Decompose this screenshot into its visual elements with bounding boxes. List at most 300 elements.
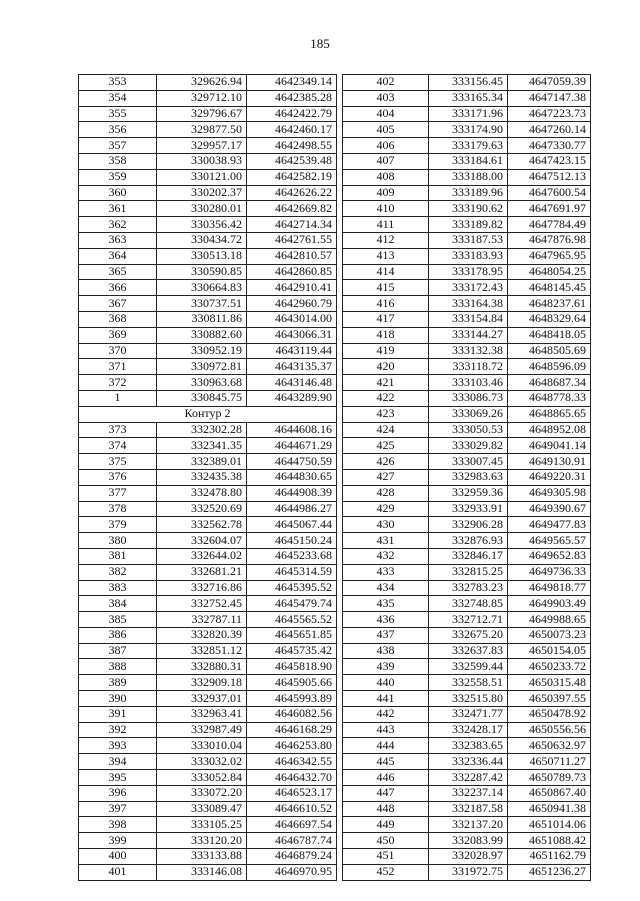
- point-number-cell: 442: [343, 706, 429, 722]
- x-coordinate-cell: 333069.26: [429, 406, 508, 422]
- x-coordinate-cell: 333156.45: [429, 75, 508, 91]
- x-coordinate-cell: 332906.28: [429, 517, 508, 533]
- table-row: [343, 580, 591, 596]
- y-coordinate-cell: 4643014.00: [247, 311, 337, 327]
- x-coordinate-cell: 329712.10: [157, 90, 247, 106]
- y-coordinate-cell: 4645233.68: [247, 548, 337, 564]
- x-coordinate-cell: 333029.82: [429, 438, 508, 454]
- y-coordinate-cell: 4650556.56: [508, 722, 591, 738]
- y-coordinate-cell: 4643135.37: [247, 359, 337, 375]
- y-coordinate-cell: 4648505.69: [508, 343, 591, 359]
- y-coordinate-cell: 4645818.90: [247, 659, 337, 675]
- x-coordinate-cell: 332599.44: [429, 659, 508, 675]
- x-coordinate-cell: 332341.35: [157, 438, 247, 454]
- table-row: [343, 533, 591, 549]
- y-coordinate-cell: 4645479.74: [247, 596, 337, 612]
- table-row: [79, 596, 337, 612]
- x-coordinate-cell: 333164.38: [429, 296, 508, 312]
- y-coordinate-cell: 4642460.17: [247, 122, 337, 138]
- table-row: [79, 138, 337, 154]
- x-coordinate-cell: 330434.72: [157, 232, 247, 248]
- y-coordinate-cell: 4643066.31: [247, 327, 337, 343]
- x-coordinate-cell: 332428.17: [429, 722, 508, 738]
- point-number-cell: 393: [79, 738, 157, 754]
- x-coordinate-cell: 330202.37: [157, 185, 247, 201]
- point-number-cell: 372: [79, 375, 157, 391]
- point-number-cell: 405: [343, 122, 429, 138]
- y-coordinate-cell: 4651088.42: [508, 833, 591, 849]
- table-row: [79, 548, 337, 564]
- x-coordinate-cell: 332478.80: [157, 485, 247, 501]
- point-number-cell: 449: [343, 817, 429, 833]
- table-row: [343, 548, 591, 564]
- x-coordinate-cell: 331972.75: [429, 864, 508, 880]
- point-number-cell: 432: [343, 548, 429, 564]
- page-number: 185: [310, 36, 330, 51]
- y-coordinate-cell: 4646970.95: [247, 864, 337, 880]
- x-coordinate-cell: 333183.93: [429, 248, 508, 264]
- point-number-cell: 444: [343, 738, 429, 754]
- y-coordinate-cell: 4642910.41: [247, 280, 337, 296]
- point-number-cell: 422: [343, 390, 429, 406]
- y-coordinate-cell: 4647691.97: [508, 201, 591, 217]
- point-number-cell: 398: [79, 817, 157, 833]
- table-row: [79, 612, 337, 628]
- x-coordinate-cell: 332644.02: [157, 548, 247, 564]
- x-coordinate-cell: 332383.65: [429, 738, 508, 754]
- x-coordinate-cell: 332562.78: [157, 517, 247, 533]
- x-coordinate-cell: 330963.68: [157, 375, 247, 391]
- point-number-cell: 450: [343, 833, 429, 849]
- x-coordinate-cell: 329626.94: [157, 75, 247, 91]
- point-number-cell: 404: [343, 106, 429, 122]
- point-number-cell: 425: [343, 438, 429, 454]
- x-coordinate-cell: 332604.07: [157, 533, 247, 549]
- x-coordinate-cell: 330280.01: [157, 201, 247, 217]
- x-coordinate-cell: 333188.00: [429, 169, 508, 185]
- point-number-cell: 367: [79, 296, 157, 312]
- x-coordinate-cell: 332515.80: [429, 691, 508, 707]
- table-row: [79, 801, 337, 817]
- table-row: [343, 706, 591, 722]
- table-row: [79, 706, 337, 722]
- x-coordinate-cell: 329877.50: [157, 122, 247, 138]
- table-row: [343, 454, 591, 470]
- x-coordinate-cell: 332558.51: [429, 675, 508, 691]
- point-number-cell: 399: [79, 833, 157, 849]
- y-coordinate-cell: 4648418.05: [508, 327, 591, 343]
- point-number-cell: 452: [343, 864, 429, 880]
- point-number-cell: 366: [79, 280, 157, 296]
- table-row: [79, 770, 337, 786]
- y-coordinate-cell: 4647260.14: [508, 122, 591, 138]
- x-coordinate-cell: 332389.01: [157, 454, 247, 470]
- table-row: [79, 659, 337, 675]
- table-row: [343, 517, 591, 533]
- point-number-cell: 391: [79, 706, 157, 722]
- table-row: [79, 390, 337, 406]
- y-coordinate-cell: 4647330.77: [508, 138, 591, 154]
- x-coordinate-cell: 333132.38: [429, 343, 508, 359]
- y-coordinate-cell: 4642714.34: [247, 217, 337, 233]
- point-number-cell: 397: [79, 801, 157, 817]
- y-coordinate-cell: 4644986.27: [247, 501, 337, 517]
- x-coordinate-cell: 332787.11: [157, 612, 247, 628]
- y-coordinate-cell: 4649130.91: [508, 454, 591, 470]
- y-coordinate-cell: 4649818.77: [508, 580, 591, 596]
- y-coordinate-cell: 4650073.23: [508, 627, 591, 643]
- y-coordinate-cell: 4645150.24: [247, 533, 337, 549]
- point-number-cell: 423: [343, 406, 429, 422]
- table-row: [343, 469, 591, 485]
- table-row: [343, 153, 591, 169]
- point-number-cell: 424: [343, 422, 429, 438]
- y-coordinate-cell: 4646082.56: [247, 706, 337, 722]
- point-number-cell: 414: [343, 264, 429, 280]
- point-number-cell: 426: [343, 454, 429, 470]
- point-number-cell: 394: [79, 754, 157, 770]
- y-coordinate-cell: 4648596.09: [508, 359, 591, 375]
- point-number-cell: 388: [79, 659, 157, 675]
- point-number-cell: 364: [79, 248, 157, 264]
- table-row: [79, 264, 337, 280]
- y-coordinate-cell: 4648778.33: [508, 390, 591, 406]
- table-row: [343, 864, 591, 880]
- table-row: [343, 201, 591, 217]
- point-number-cell: 415: [343, 280, 429, 296]
- point-number-cell: 382: [79, 564, 157, 580]
- x-coordinate-cell: 333178.95: [429, 264, 508, 280]
- table-row: [79, 849, 337, 865]
- table-row: [343, 264, 591, 280]
- y-coordinate-cell: 4644830.65: [247, 469, 337, 485]
- y-coordinate-cell: 4649736.33: [508, 564, 591, 580]
- x-coordinate-cell: 332851.12: [157, 643, 247, 659]
- x-coordinate-cell: 333172.43: [429, 280, 508, 296]
- table-row: [343, 280, 591, 296]
- point-number-cell: 435: [343, 596, 429, 612]
- y-coordinate-cell: 4650478.92: [508, 706, 591, 722]
- y-coordinate-cell: 4642860.85: [247, 264, 337, 280]
- point-number-cell: 441: [343, 691, 429, 707]
- y-coordinate-cell: 4650397.55: [508, 691, 591, 707]
- x-coordinate-cell: 333118.72: [429, 359, 508, 375]
- point-number-cell: 395: [79, 770, 157, 786]
- y-coordinate-cell: 4647512.13: [508, 169, 591, 185]
- table-row: [79, 501, 337, 517]
- y-coordinate-cell: 4650867.40: [508, 785, 591, 801]
- x-coordinate-cell: 332959.36: [429, 485, 508, 501]
- table-row: [79, 422, 337, 438]
- x-coordinate-cell: 332336.44: [429, 754, 508, 770]
- point-number-cell: 368: [79, 311, 157, 327]
- point-number-cell: 371: [79, 359, 157, 375]
- table-row: [343, 849, 591, 865]
- table-row: [79, 564, 337, 580]
- y-coordinate-cell: 4646523.17: [247, 785, 337, 801]
- x-coordinate-cell: 332876.93: [429, 533, 508, 549]
- x-coordinate-cell: 333010.04: [157, 738, 247, 754]
- table-row: [79, 785, 337, 801]
- y-coordinate-cell: 4644750.59: [247, 454, 337, 470]
- table-row: [343, 833, 591, 849]
- table-row: [343, 738, 591, 754]
- point-number-cell: 427: [343, 469, 429, 485]
- table-row: [343, 643, 591, 659]
- x-coordinate-cell: 333154.84: [429, 311, 508, 327]
- y-coordinate-cell: 4649652.83: [508, 548, 591, 564]
- x-coordinate-cell: 332237.14: [429, 785, 508, 801]
- x-coordinate-cell: 332987.49: [157, 722, 247, 738]
- point-number-cell: 374: [79, 438, 157, 454]
- x-coordinate-cell: 333165.34: [429, 90, 508, 106]
- x-coordinate-cell: 332748.85: [429, 596, 508, 612]
- x-coordinate-cell: 333171.96: [429, 106, 508, 122]
- x-coordinate-cell: 332880.31: [157, 659, 247, 675]
- x-coordinate-cell: 332783.23: [429, 580, 508, 596]
- y-coordinate-cell: 4642498.55: [247, 138, 337, 154]
- x-coordinate-cell: 329796.67: [157, 106, 247, 122]
- point-number-cell: 418: [343, 327, 429, 343]
- x-coordinate-cell: 333086.73: [429, 390, 508, 406]
- y-coordinate-cell: 4650632.97: [508, 738, 591, 754]
- table-row: [79, 643, 337, 659]
- point-number-cell: 353: [79, 75, 157, 91]
- point-number-cell: 419: [343, 343, 429, 359]
- point-number-cell: 378: [79, 501, 157, 517]
- point-number-cell: 410: [343, 201, 429, 217]
- point-number-cell: 392: [79, 722, 157, 738]
- table-row: [343, 390, 591, 406]
- y-coordinate-cell: 4643289.90: [247, 390, 337, 406]
- y-coordinate-cell: 4650711.27: [508, 754, 591, 770]
- x-coordinate-cell: 332909.18: [157, 675, 247, 691]
- table-row: [343, 90, 591, 106]
- y-coordinate-cell: 4645735.42: [247, 643, 337, 659]
- point-number-cell: 428: [343, 485, 429, 501]
- point-number-cell: 417: [343, 311, 429, 327]
- table-row: [343, 185, 591, 201]
- y-coordinate-cell: 4649903.49: [508, 596, 591, 612]
- y-coordinate-cell: 4642582.19: [247, 169, 337, 185]
- y-coordinate-cell: 4649305.98: [508, 485, 591, 501]
- x-coordinate-cell: 330882.60: [157, 327, 247, 343]
- y-coordinate-cell: 4647600.54: [508, 185, 591, 201]
- point-number-cell: 370: [79, 343, 157, 359]
- table-row: [79, 454, 337, 470]
- table-row: [79, 153, 337, 169]
- table-row: [343, 138, 591, 154]
- point-number-cell: 387: [79, 643, 157, 659]
- table-row: [343, 675, 591, 691]
- point-number-cell: 396: [79, 785, 157, 801]
- point-number-cell: 407: [343, 153, 429, 169]
- y-coordinate-cell: 4650154.05: [508, 643, 591, 659]
- y-coordinate-cell: 4643119.44: [247, 343, 337, 359]
- coordinates-table-left-body: [79, 75, 337, 881]
- x-coordinate-cell: 332815.25: [429, 564, 508, 580]
- point-number-cell: 436: [343, 612, 429, 628]
- y-coordinate-cell: 4644608.16: [247, 422, 337, 438]
- table-row: [343, 406, 591, 422]
- coordinates-table-right-body: [343, 75, 591, 881]
- y-coordinate-cell: 4651014.06: [508, 817, 591, 833]
- x-coordinate-cell: 332752.45: [157, 596, 247, 612]
- point-number-cell: 412: [343, 232, 429, 248]
- table-row: [343, 722, 591, 738]
- y-coordinate-cell: 4647965.95: [508, 248, 591, 264]
- table-row: [79, 296, 337, 312]
- table-row: [79, 327, 337, 343]
- point-number-cell: 362: [79, 217, 157, 233]
- table-row: [79, 817, 337, 833]
- x-coordinate-cell: 330737.51: [157, 296, 247, 312]
- table-row: [79, 280, 337, 296]
- x-coordinate-cell: 330513.18: [157, 248, 247, 264]
- table-row: [343, 217, 591, 233]
- point-number-cell: 383: [79, 580, 157, 596]
- table-row: [79, 675, 337, 691]
- point-number-cell: 354: [79, 90, 157, 106]
- y-coordinate-cell: 4645993.89: [247, 691, 337, 707]
- table-row: [79, 106, 337, 122]
- point-number-cell: 376: [79, 469, 157, 485]
- y-coordinate-cell: 4645395.52: [247, 580, 337, 596]
- table-row: [343, 296, 591, 312]
- table-row: [79, 217, 337, 233]
- y-coordinate-cell: 4646432.70: [247, 770, 337, 786]
- x-coordinate-cell: 332963.41: [157, 706, 247, 722]
- point-number-cell: 446: [343, 770, 429, 786]
- x-coordinate-cell: 332471.77: [429, 706, 508, 722]
- point-number-cell: 390: [79, 691, 157, 707]
- point-number-cell: 401: [79, 864, 157, 880]
- x-coordinate-cell: 333050.53: [429, 422, 508, 438]
- point-number-cell: 380: [79, 533, 157, 549]
- table-row: [343, 817, 591, 833]
- point-number-cell: 361: [79, 201, 157, 217]
- y-coordinate-cell: 4649988.65: [508, 612, 591, 628]
- point-number-cell: 365: [79, 264, 157, 280]
- y-coordinate-cell: 4650315.48: [508, 675, 591, 691]
- table-row: [343, 106, 591, 122]
- y-coordinate-cell: 4645651.85: [247, 627, 337, 643]
- x-coordinate-cell: 333146.08: [157, 864, 247, 880]
- y-coordinate-cell: 4645565.52: [247, 612, 337, 628]
- x-coordinate-cell: 333120.20: [157, 833, 247, 849]
- point-number-cell: 439: [343, 659, 429, 675]
- coordinates-table-right: [342, 74, 591, 881]
- point-number-cell: 369: [79, 327, 157, 343]
- point-number-cell: 438: [343, 643, 429, 659]
- x-coordinate-cell: 333032.02: [157, 754, 247, 770]
- table-row: [343, 311, 591, 327]
- x-coordinate-cell: 333072.20: [157, 785, 247, 801]
- table-row: [343, 375, 591, 391]
- table-row: [343, 785, 591, 801]
- x-coordinate-cell: 333103.46: [429, 375, 508, 391]
- x-coordinate-cell: 333052.84: [157, 770, 247, 786]
- x-coordinate-cell: 332435.38: [157, 469, 247, 485]
- y-coordinate-cell: 4649220.31: [508, 469, 591, 485]
- y-coordinate-cell: 4646610.52: [247, 801, 337, 817]
- table-row: [343, 248, 591, 264]
- table-row: [343, 232, 591, 248]
- y-coordinate-cell: 4642385.28: [247, 90, 337, 106]
- point-number-cell: 355: [79, 106, 157, 122]
- y-coordinate-cell: 4646697.54: [247, 817, 337, 833]
- x-coordinate-cell: 330845.75: [157, 390, 247, 406]
- y-coordinate-cell: 4647223.73: [508, 106, 591, 122]
- table-row: [79, 406, 337, 422]
- point-number-cell: 443: [343, 722, 429, 738]
- point-number-cell: 433: [343, 564, 429, 580]
- table-row: [343, 564, 591, 580]
- table-row: [79, 864, 337, 880]
- x-coordinate-cell: 333105.25: [157, 817, 247, 833]
- table-row: [79, 533, 337, 549]
- point-number-cell: 420: [343, 359, 429, 375]
- y-coordinate-cell: 4646787.74: [247, 833, 337, 849]
- x-coordinate-cell: 330038.93: [157, 153, 247, 169]
- point-number-cell: 385: [79, 612, 157, 628]
- point-number-cell: 400: [79, 849, 157, 865]
- table-row: [343, 438, 591, 454]
- y-coordinate-cell: 4648687.34: [508, 375, 591, 391]
- y-coordinate-cell: 4642349.14: [247, 75, 337, 91]
- x-coordinate-cell: 333144.27: [429, 327, 508, 343]
- table-row: [79, 359, 337, 375]
- y-coordinate-cell: 4646168.29: [247, 722, 337, 738]
- table-row: [79, 343, 337, 359]
- point-number-cell: 451: [343, 849, 429, 865]
- y-coordinate-cell: 4647059.39: [508, 75, 591, 91]
- y-coordinate-cell: 4647784.49: [508, 217, 591, 233]
- point-number-cell: 360: [79, 185, 157, 201]
- x-coordinate-cell: 330811.86: [157, 311, 247, 327]
- table-row: [79, 375, 337, 391]
- point-number-cell: 421: [343, 375, 429, 391]
- point-number-cell: 445: [343, 754, 429, 770]
- y-coordinate-cell: 4642761.55: [247, 232, 337, 248]
- y-coordinate-cell: 4648145.45: [508, 280, 591, 296]
- y-coordinate-cell: 4649390.67: [508, 501, 591, 517]
- x-coordinate-cell: 333184.61: [429, 153, 508, 169]
- table-row: [79, 75, 337, 91]
- table-row: [343, 596, 591, 612]
- table-row: [79, 580, 337, 596]
- point-number-cell: 447: [343, 785, 429, 801]
- point-number-cell: 409: [343, 185, 429, 201]
- x-coordinate-cell: 332675.20: [429, 627, 508, 643]
- point-number-cell: 431: [343, 533, 429, 549]
- y-coordinate-cell: 4642422.79: [247, 106, 337, 122]
- point-number-cell: 437: [343, 627, 429, 643]
- contour-label: Контур 2: [79, 406, 337, 422]
- y-coordinate-cell: 4646879.24: [247, 849, 337, 865]
- x-coordinate-cell: 332137.20: [429, 817, 508, 833]
- y-coordinate-cell: 4649565.57: [508, 533, 591, 549]
- x-coordinate-cell: 330952.19: [157, 343, 247, 359]
- y-coordinate-cell: 4642669.82: [247, 201, 337, 217]
- table-row: [79, 691, 337, 707]
- point-number-cell: 381: [79, 548, 157, 564]
- y-coordinate-cell: 4646342.55: [247, 754, 337, 770]
- point-number-cell: 377: [79, 485, 157, 501]
- x-coordinate-cell: 332302.28: [157, 422, 247, 438]
- point-number-cell: 411: [343, 217, 429, 233]
- point-number-cell: 357: [79, 138, 157, 154]
